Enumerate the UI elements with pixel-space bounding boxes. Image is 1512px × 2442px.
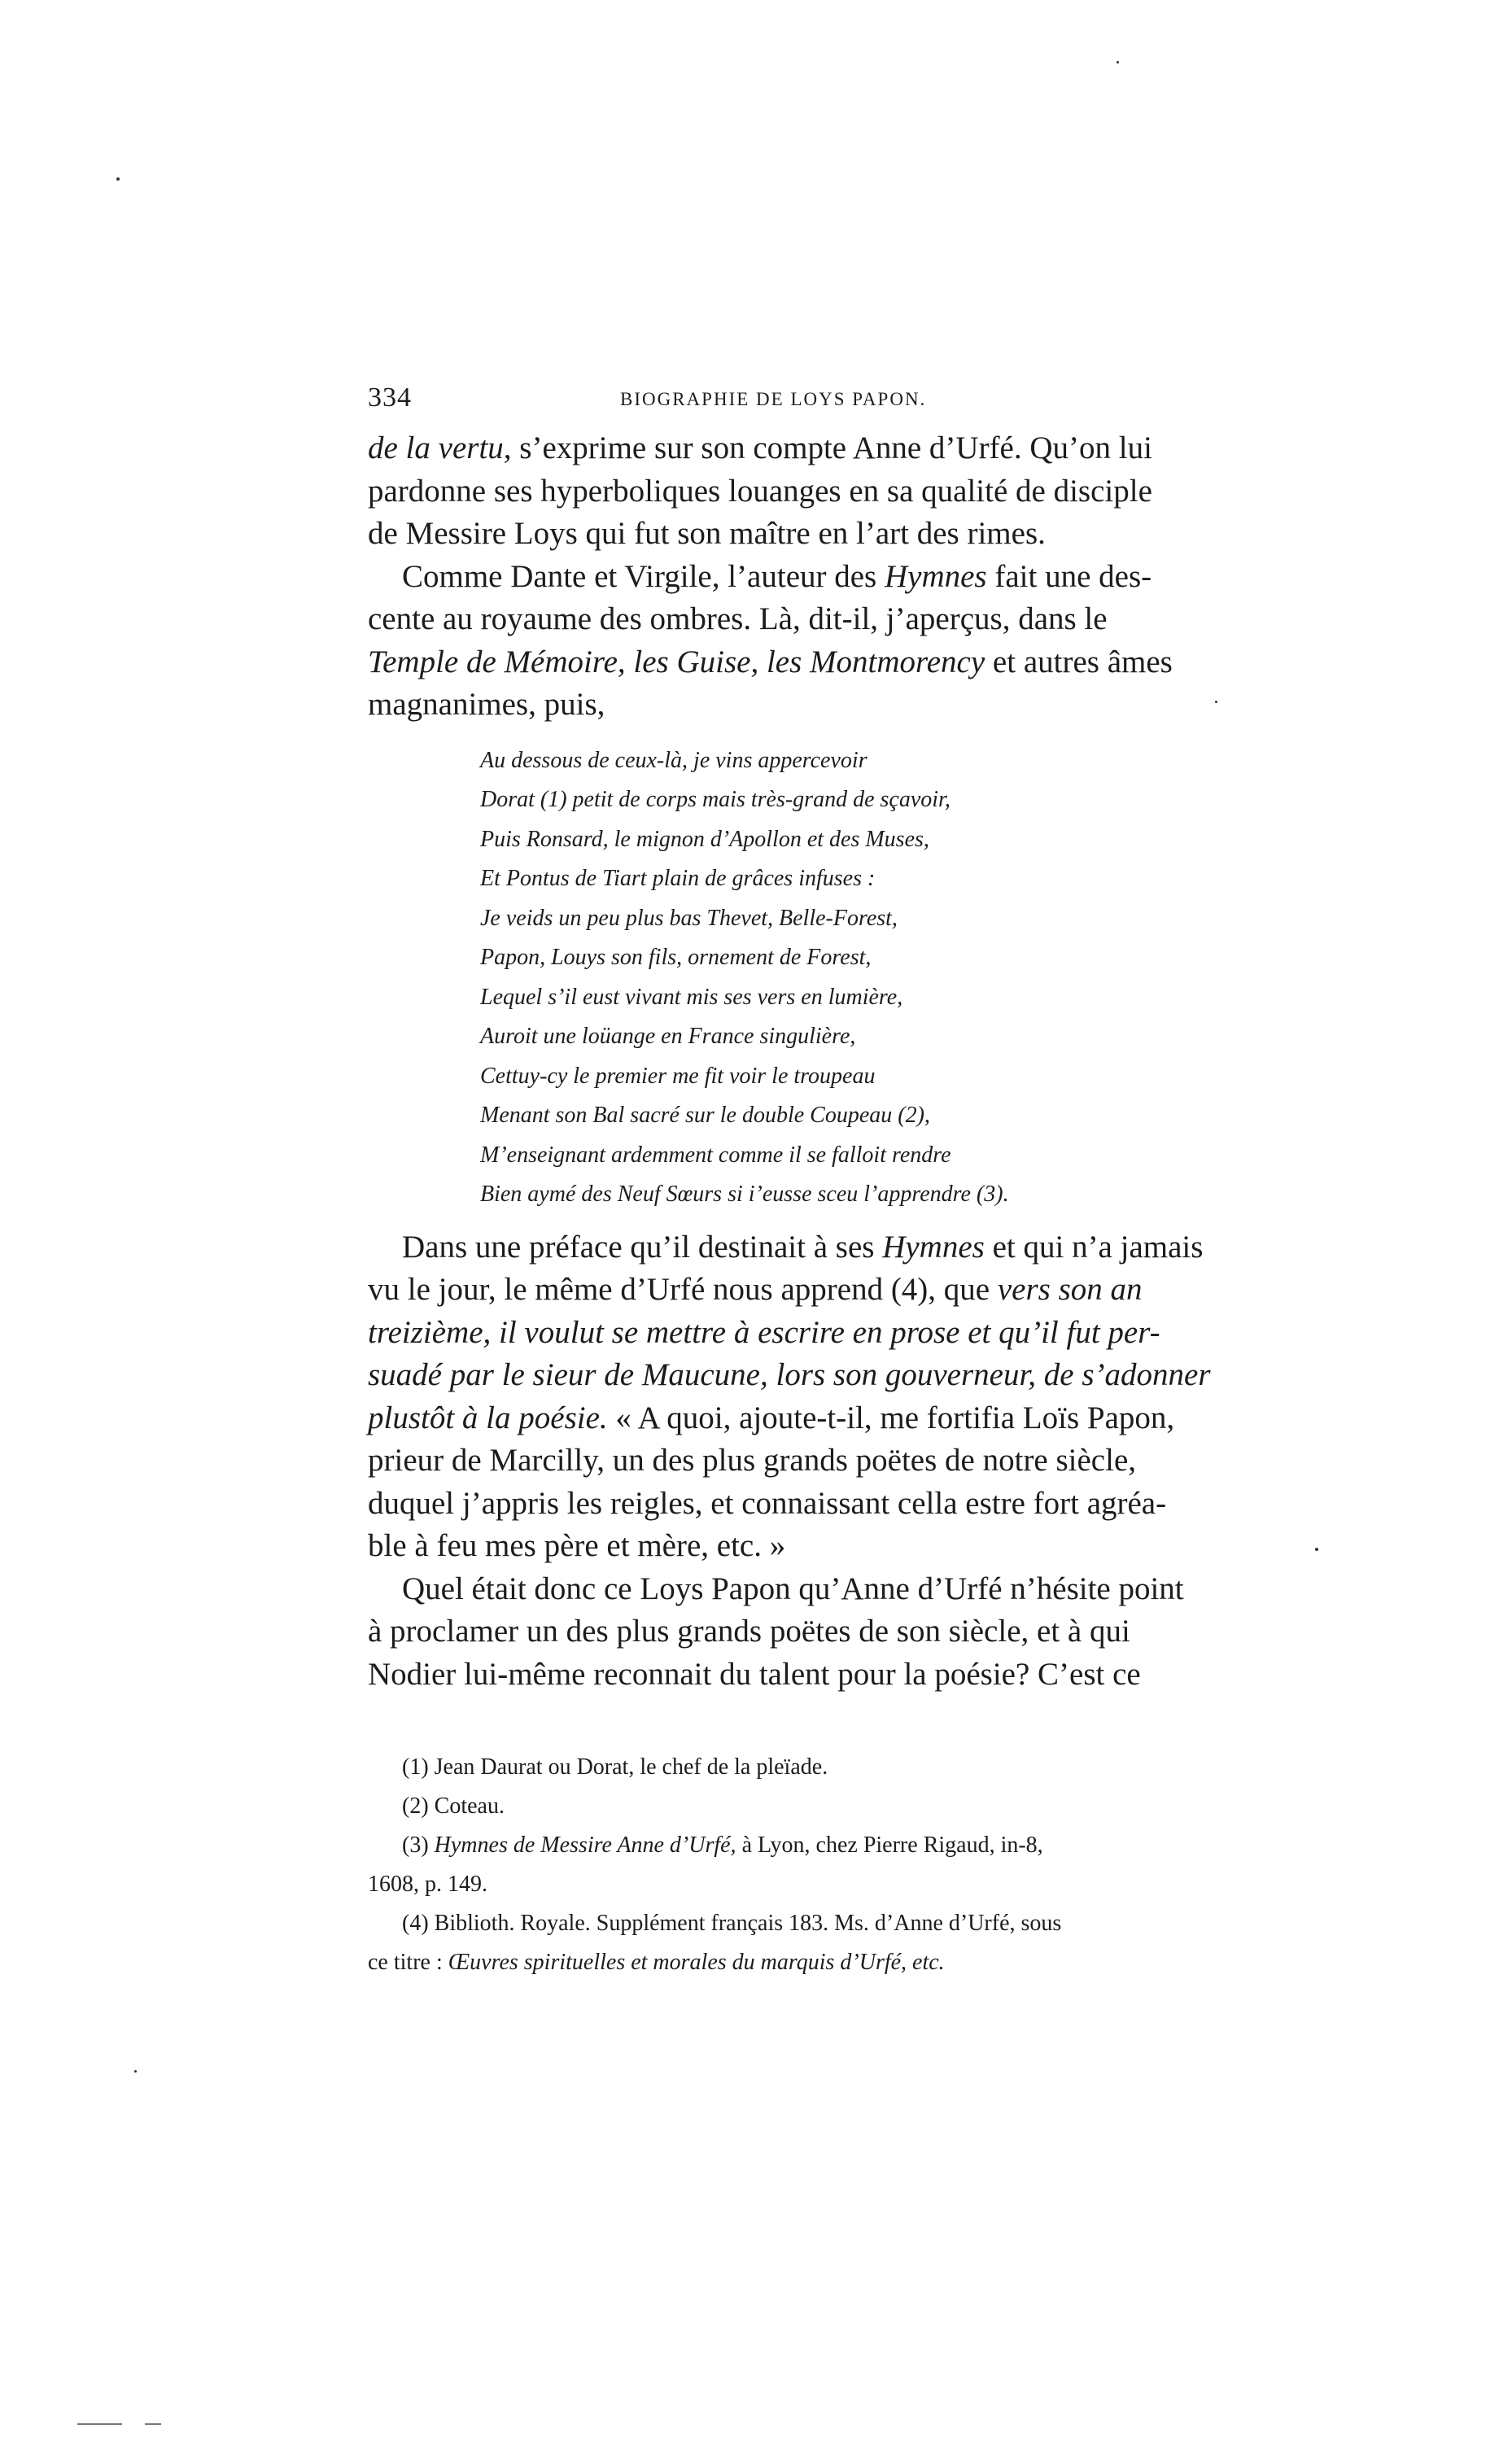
text-fragment: Dans une préface qu’il destinait à ses — [402, 1229, 883, 1265]
running-title: BIOGRAPHIE DE LOYS PAPON. — [620, 389, 927, 409]
text-fragment: ce titre : — [368, 1950, 448, 1975]
paragraph-preface — [368, 1226, 1271, 1269]
verse-quotation — [480, 741, 1271, 1215]
italic-phrase: Hymnes — [882, 1229, 985, 1265]
italic-phrase: plustôt à la poésie. — [368, 1400, 608, 1435]
page-number: 334 — [368, 382, 412, 413]
text-line — [368, 1226, 1271, 1269]
verse-line: Menant son Bal sacré sur le double Coupeau (2), — [480, 1103, 930, 1128]
text-line: pardonne ses hyperboliques louanges en sa qualité de disciple — [368, 473, 1152, 509]
verse-line: Auroit une loüange en France singulière, — [480, 1024, 856, 1049]
text-fragment: et qui n’a jamais — [984, 1229, 1204, 1265]
italic-phrase: Hymnes — [884, 558, 987, 594]
italic-phrase: Temple de Mémoire, les Guise, les Montmorency — [368, 644, 985, 679]
verse-line: Et Pontus de Tiart plain de grâces infuses : — [480, 866, 876, 891]
italic-phrase: de la vertu, — [368, 430, 512, 465]
scan-speck — [1117, 61, 1119, 63]
scan-speck — [116, 177, 120, 181]
paragraph-question-cont — [368, 1610, 1271, 1696]
footnotes — [368, 1748, 1271, 1982]
text-line: de Messire Loys qui fut son maître en l’art des rimes. — [368, 516, 1046, 551]
text-line: prieur de Marcilly, un des plus grands poëtes de notre siècle, — [368, 1443, 1137, 1478]
footnote-4-cont — [368, 1943, 1271, 1982]
footnote-3-cont: 1608, p. 149. — [368, 1872, 487, 1897]
scan-edge-mark — [77, 2423, 122, 2425]
paragraph-question — [368, 1568, 1271, 1611]
text-line: Nodier lui-même reconnait du talent pour la poésie? C’est ce — [368, 1656, 1141, 1692]
verse-line: Cettuy-cy le premier me fit voir le troupeau — [480, 1063, 876, 1089]
text-line — [368, 641, 1271, 684]
text-line: à proclamer un des plus grands poëtes de son siècle, et à qui — [368, 1614, 1130, 1649]
text-line: duquel j’appris les reigles, et connaissant cella estre fort agréa- — [368, 1485, 1167, 1521]
verse-line: Bien aymé des Neuf Sœurs si i’eusse sceu l’apprendre (3). — [480, 1182, 1009, 1207]
italic-phrase: vers son an — [997, 1272, 1143, 1307]
text-line — [368, 556, 1271, 599]
scan-speck — [1315, 1548, 1318, 1551]
verse-line: Au dessous de ceux-là, je vins appercevoir — [480, 747, 867, 773]
footnote-2: (2) Coteau. — [402, 1793, 505, 1819]
text-fragment: vu le jour, le même d’Urfé nous apprend (4), que — [368, 1272, 998, 1307]
paragraph-preface-cont — [368, 1269, 1271, 1568]
text-fragment: à Lyon, chez Pierre Rigaud, in-8, — [736, 1833, 1043, 1858]
paragraph-dante-cont — [368, 598, 1271, 727]
text-line — [368, 1269, 1271, 1312]
text-line: cente au royaume des ombres. Là, dit-il, j’aperçus, dans le — [368, 601, 1108, 636]
scan-edge-mark — [145, 2423, 161, 2425]
verse-line: Dorat (1) petit de corps mais très-grand de sçavoir, — [480, 787, 950, 812]
text-line: treizième, il voulut se mettre à escrire en prose et qu’il fut per- — [368, 1314, 1160, 1350]
text-fragment: Comme Dante et Virgile, l’auteur des — [402, 558, 885, 594]
main-text — [368, 427, 1271, 1696]
text-line: ble à feu mes père et mère, etc. » — [368, 1528, 786, 1563]
scan-speck — [134, 2070, 137, 2073]
paragraph-continuation — [368, 427, 1271, 556]
verse-line: Puis Ronsard, le mignon d’Apollon et des Muses, — [480, 826, 929, 852]
text-line — [368, 427, 1271, 470]
verse-line: Papon, Louys son fils, ornement de Forest, — [480, 945, 872, 970]
text-line: Quel était donc ce Loys Papon qu’Anne d’Urfé n’hésite point — [402, 1570, 1184, 1606]
footnote-marker: (3) — [402, 1833, 435, 1858]
text-fragment: s’exprime sur son compte Anne d’Urfé. Qu’on lui — [511, 430, 1152, 465]
italic-phrase: Hymnes de Messire Anne d’Urfé, — [434, 1833, 736, 1858]
verse-line: M’enseignant ardemment comme il se falloit rendre — [480, 1142, 951, 1168]
paragraph-dante — [368, 556, 1271, 599]
italic-phrase: Œuvres spirituelles et morales du marquis d’Urfé, etc. — [448, 1950, 945, 1975]
verse-line: Je veids un peu plus bas Thevet, Belle-Forest, — [480, 905, 898, 931]
text-fragment: « A quoi, ajoute-t-il, me fortifia Loïs Papon, — [607, 1400, 1175, 1435]
text-line — [368, 1397, 1271, 1440]
footnote-1: (1) Jean Daurat ou Dorat, le chef de la pleïade. — [402, 1754, 828, 1780]
text-fragment: et autres âmes — [985, 644, 1173, 679]
footnote-3 — [368, 1826, 1271, 1865]
footnote-4: (4) Biblioth. Royale. Supplément français 183. Ms. d’Anne d’Urfé, sous — [402, 1911, 1062, 1936]
text-fragment: fait une des- — [986, 558, 1152, 594]
running-header — [368, 382, 1035, 423]
text-line: suadé par le sieur de Maucune, lors son gouverneur, de s’adonner — [368, 1357, 1211, 1392]
text-line: magnanimes, puis, — [368, 687, 605, 722]
verse-line: Lequel s’il eust vivant mis ses vers en lumière, — [480, 984, 903, 1010]
